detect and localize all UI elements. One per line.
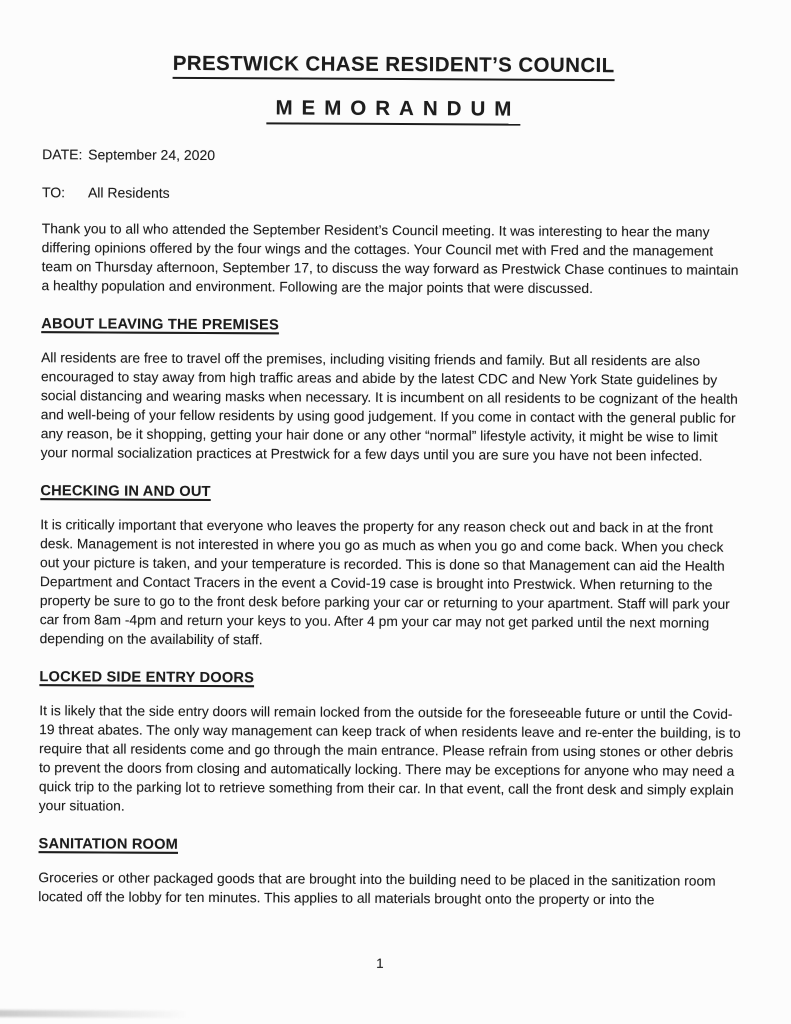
section-heading: CHECKING IN AND OUT <box>40 483 211 501</box>
memo-heading <box>42 92 744 127</box>
section-about-leaving-the-premises <box>41 315 744 466</box>
section-heading: SANITATION ROOM <box>38 836 179 853</box>
to-label: TO: <box>41 184 66 201</box>
section-heading: LOCKED SIDE ENTRY DOORS <box>39 669 255 687</box>
date-row <box>42 145 744 168</box>
scan-artifact-smudge <box>0 1010 190 1018</box>
section-checking-in-and-out <box>40 482 743 652</box>
section-body: It is critically important that everyone who leaves the property for any reason check out and back in at the front desk. Management is not interested in where you go as much as when you go and come back. When you check out your picture is taken, and your temperature is recorded. This is done so that Management can aid the Health Department and Contact Tracers in the event a Covid-19 case is brought into Prestwick. When returning to the property be sure to go to the front desk before parking your car or returning to your apartment. Staff will park your car from 8am -4pm and return your keys to you. After 4 pm your car may not get parked until the next morning depending on the availability of staff. <box>39 517 730 648</box>
date-label: DATE: <box>42 146 83 163</box>
section-locked-side-entry-doors <box>39 668 742 819</box>
document-title <box>43 40 745 82</box>
to-row <box>42 183 744 206</box>
page-number: 1 <box>376 955 384 971</box>
document-title-text: PRESTWICK CHASE RESIDENT’S COUNCIL <box>173 52 615 81</box>
section-sanitation-room <box>38 835 740 910</box>
date-value: September 24, 2020 <box>88 146 216 164</box>
memo-meta <box>42 145 744 206</box>
memo-heading-text: MEMORANDUM <box>266 96 520 125</box>
section-heading: ABOUT LEAVING THE PREMISES <box>41 316 279 334</box>
intro-paragraph: Thank you to all who attended the September Resident’s Council meeting. It was interesting to hear the many differing opinions offered by the four wings and the cottages. Your Council met with Fred and the management team on Thursday afternoon, September 17, to discuss the way forward as Prestwick Chase continues to maintain a healthy population and environment. Following are the major points that were discussed. <box>41 221 739 297</box>
section-body: All residents are free to travel off the premises, including visiting friends and family. But all residents are also encouraged to stay away from high traffic areas and abide by the latest CDC and New York State guidelines by social distancing and wearing masks when necessary. It is incumbent on all residents to be cognizant of the health and well-being of your fellow residents by using good judgement. If you come in contact with the general public for any reason, be it shopping, getting your hair done or any other “normal” lifestyle activity, it might be wise to limit your normal socialization practices at Prestwick for a few days until you are sure you have not been infected. <box>40 350 738 464</box>
section-body: It is likely that the side entry doors will remain locked from the outside for the foreseeable future or until the Covid-19 threat abates. The only way management can keep track of when residents leave and re-enter the building, is to require that all residents come and go through the main entrance. Please refrain from using stones or other debris to prevent the doors from closing and automatically locking. There may be exceptions for anyone who may need a quick trip to the parking lot to retrieve something from their car. In that event, call the front desk and simply explain your situation. <box>38 703 741 814</box>
to-value: All Residents <box>87 184 170 201</box>
section-body: Groceries or other packaged goods that are brought into the building need to be placed in the sanitization room located off the lobby for ten minutes. This applies to all materials brought onto the property or into the <box>38 870 716 908</box>
